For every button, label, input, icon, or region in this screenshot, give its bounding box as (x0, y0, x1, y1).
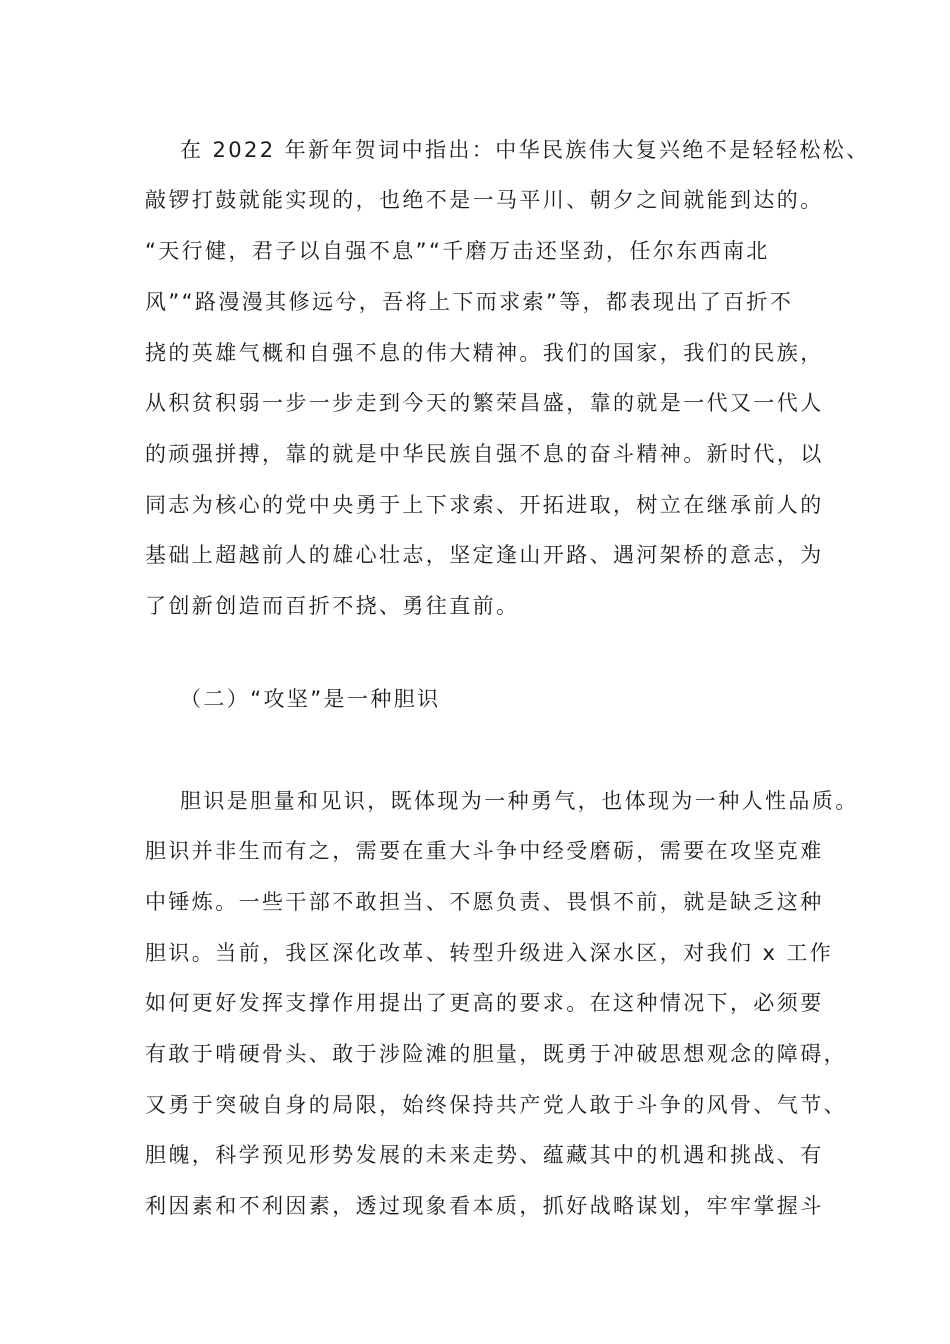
paragraph1-line-5: 挠的英雄气概和自强不息的伟大精神。我们的国家，我们的民族， (145, 341, 824, 365)
paragraph2-line-3: 中锤炼。一些干部不敢担当、不愿负责、畏惧不前，就是缺乏这种 (145, 890, 824, 914)
paragraph1-line-1: 在 2022 年新年贺词中指出：中华民族伟大复兴绝不是轻轻松松、 (180, 138, 870, 162)
paragraph1-line-6: 从积贫积弱一步一步走到今天的繁荣昌盛，靠的就是一代又一代人 (145, 391, 824, 415)
paragraph1-line-8: 同志为核心的党中央勇于上下求索、开拓进取，树立在继承前人的 (145, 493, 824, 517)
paragraph1-line-7: 的顽强拼搏，靠的就是中华民族自强不息的奋斗精神。新时代，以 (145, 442, 824, 466)
paragraph1-line-9: 基础上超越前人的雄心壮志，坚定逢山开路、遇河架桥的意志，为 (145, 543, 824, 567)
paragraph2-line-4: 胆识。当前，我区深化改革、转型升级进入深水区，对我们 x 工作 (145, 941, 834, 965)
section-heading: （二）“攻坚”是一种胆识 (180, 687, 441, 711)
paragraph1-line-2: 敲锣打鼓就能实现的，也绝不是一马平川、朝夕之间就能到达的。 (145, 188, 824, 212)
paragraph2-line-7: 又勇于突破自身的局限，始终保持共产党人敢于斗争的风骨、气节、 (145, 1093, 847, 1117)
paragraph2-line-5: 如何更好发挥支撑作用提出了更高的要求。在这种情况下，必须要 (145, 991, 824, 1015)
paragraph1-line-10: 了创新创造而百折不挠、勇往直前。 (145, 594, 520, 618)
paragraph1-line-4: 风”“路漫漫其修远兮，吾将上下而求索”等，都表现出了百折不 (145, 290, 794, 314)
paragraph2-line-1: 胆识是胆量和见识，既体现为一种勇气，也体现为一种人性品质。 (180, 789, 859, 813)
paragraph2-line-9: 利因素和不利因素，透过现象看本质，抓好战略谋划，牢牢掌握斗 (145, 1194, 824, 1218)
paragraph1-line-3: “天行健，君子以自强不息”“千磨万击还坚劲，任尔东西南北 (145, 239, 770, 263)
paragraph2-line-6: 有敢于啃硬骨头、敢于涉险滩的胆量，既勇于冲破思想观念的障碍， (145, 1042, 847, 1066)
paragraph2-line-8: 胆魄，科学预见形势发展的未来走势、蕴藏其中的机遇和挑战、有 (145, 1143, 824, 1167)
paragraph2-line-2: 胆识并非生而有之，需要在重大斗争中经受磨砺，需要在攻坚克难 (145, 839, 824, 863)
